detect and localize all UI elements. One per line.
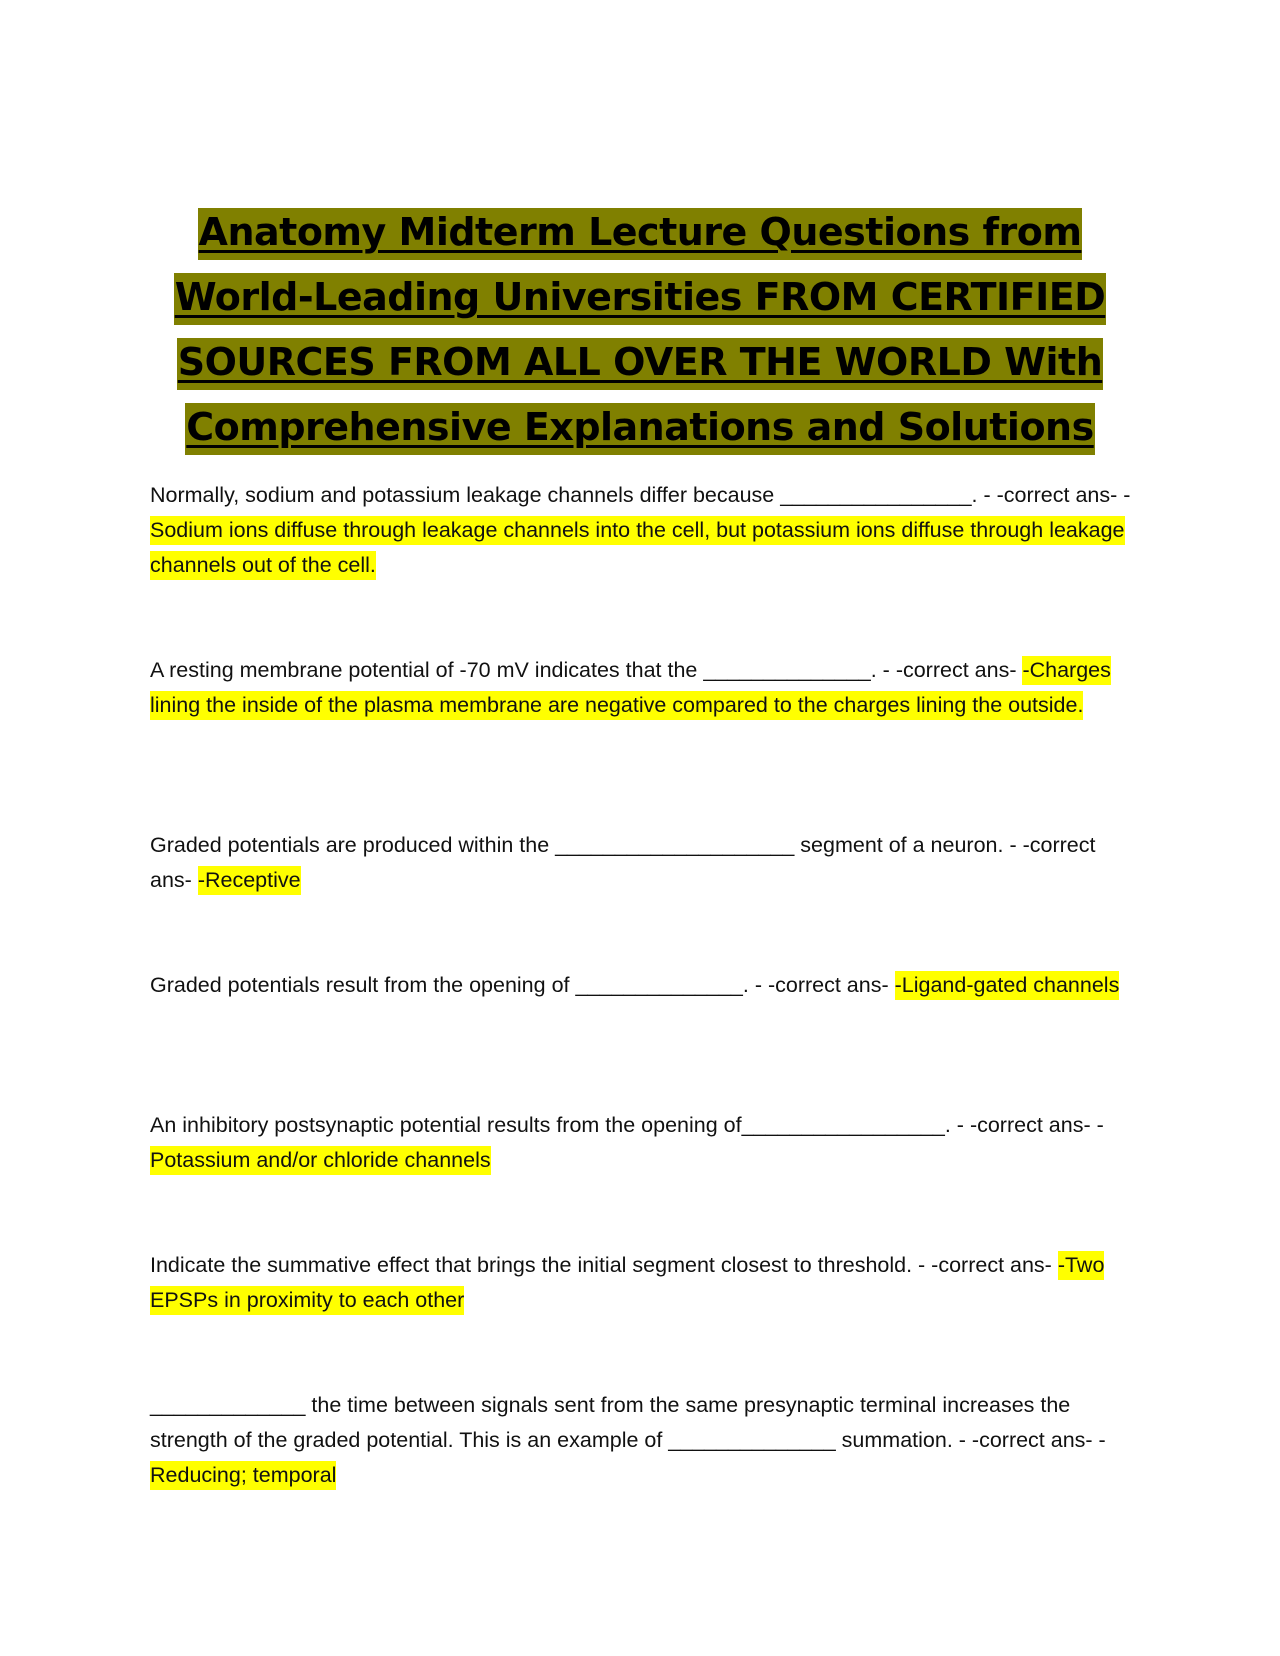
answer-highlight: Sodium ions diffuse through leakage channels into the cell, but potassium ions diffuse through leakage channels out of the cell. bbox=[150, 516, 1125, 580]
answer-highlight: -Charges lining the inside of the plasma membrane are negative compared to the charges lining the outside. bbox=[150, 656, 1111, 720]
document-title bbox=[150, 200, 1130, 460]
qa-item bbox=[150, 1108, 1135, 1178]
title-line: Comprehensive Explanations and Solutions bbox=[150, 395, 1130, 460]
qa-item bbox=[150, 478, 1135, 583]
answer-highlight: -Receptive bbox=[198, 866, 301, 895]
title-line: Anatomy Midterm Lecture Questions from bbox=[150, 200, 1130, 265]
question-text: Normally, sodium and potassium leakage channels differ because ________________. - -correct ans- - bbox=[150, 483, 1131, 507]
qa-item bbox=[150, 653, 1135, 723]
question-text: _____________ the time between signals sent from the same presynaptic terminal increases the strength of the graded potential. This is an example of ______________ summation. - -correct ans- - bbox=[150, 1393, 1106, 1452]
answer-highlight: Potassium and/or chloride channels bbox=[150, 1146, 491, 1175]
qa-item bbox=[150, 1248, 1135, 1318]
answer-highlight: -Two EPSPs in proximity to each other bbox=[150, 1251, 1104, 1315]
question-text: Indicate the summative effect that brings the initial segment closest to threshold. - -correct ans- bbox=[150, 1253, 1058, 1277]
qa-item bbox=[150, 1388, 1135, 1493]
qa-item bbox=[150, 968, 1135, 1003]
qa-item bbox=[150, 828, 1135, 898]
question-text: An inhibitory postsynaptic potential results from the opening of_________________. - -correct ans- - bbox=[150, 1113, 1104, 1137]
title-line: SOURCES FROM ALL OVER THE WORLD With bbox=[150, 330, 1130, 395]
answer-highlight: Reducing; temporal bbox=[150, 1461, 336, 1490]
question-text: A resting membrane potential of -70 mV indicates that the ______________. - -correct ans- bbox=[150, 658, 1023, 682]
question-text: Graded potentials result from the opening of ______________. - -correct ans- bbox=[150, 973, 895, 997]
title-line: World-Leading Universities FROM CERTIFIED bbox=[150, 265, 1130, 330]
question-text: Graded potentials are produced within the ____________________ segment of a neuron. - -correct ans- bbox=[150, 833, 1096, 892]
answer-highlight: -Ligand-gated channels bbox=[895, 971, 1120, 1000]
